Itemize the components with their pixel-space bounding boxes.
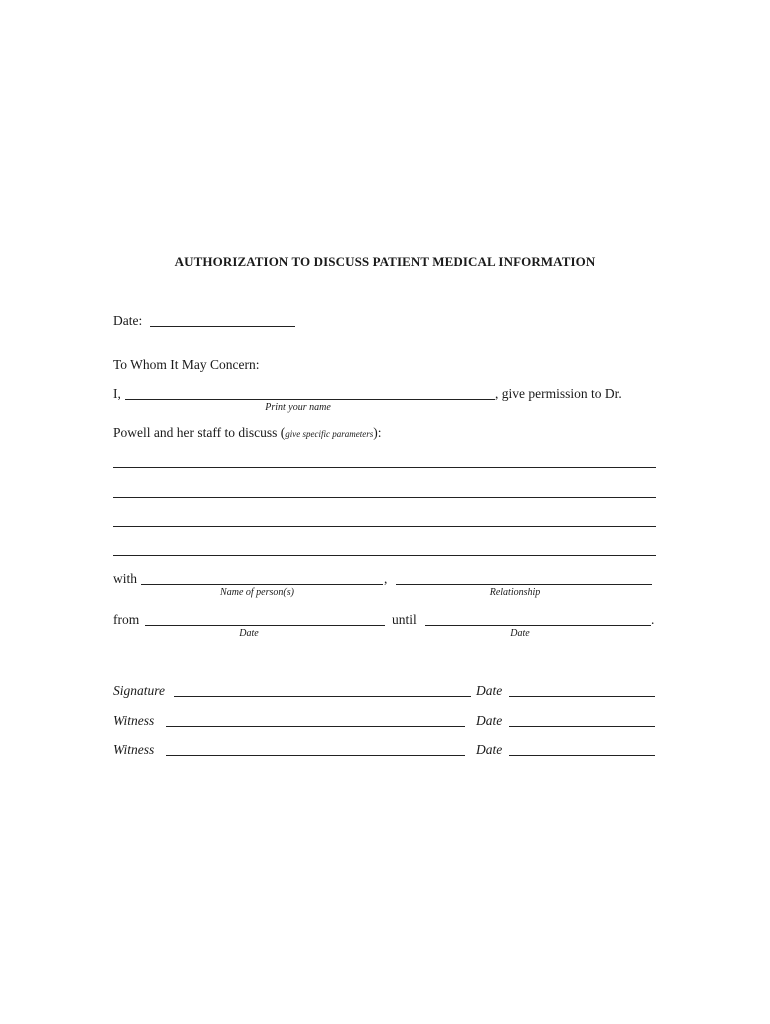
witness-2-date-label: Date (476, 742, 503, 757)
parameters-line-2[interactable] (113, 497, 656, 498)
i-label: I, (113, 386, 121, 401)
witness-1-label: Witness (113, 713, 155, 728)
relationship-caption: Relationship (489, 587, 541, 598)
until-period: . (651, 612, 655, 627)
powell-text-main: Powell and her staff to discuss ( (113, 425, 286, 440)
signature-date-field[interactable] (509, 696, 655, 697)
with-label: with (113, 571, 138, 586)
until-date-field[interactable] (425, 625, 651, 626)
date-field[interactable] (150, 326, 295, 327)
patient-name-field[interactable] (125, 399, 495, 400)
from-date-caption: Date (239, 628, 259, 639)
person-name-field[interactable] (141, 584, 383, 585)
until-label: until (392, 612, 417, 627)
signature-date-label: Date (476, 683, 503, 698)
from-date-field[interactable] (145, 625, 385, 626)
date-label: Date: (113, 313, 143, 328)
salutation: To Whom It May Concern: (113, 357, 260, 372)
print-name-caption: Print your name (265, 402, 331, 413)
witness-2-field[interactable] (166, 755, 465, 756)
permission-text: , give permission to Dr. (495, 386, 622, 401)
parameters-line-4[interactable] (113, 555, 656, 556)
until-date-caption: Date (510, 628, 530, 639)
witness-1-field[interactable] (166, 726, 465, 727)
parameters-line-3[interactable] (113, 526, 656, 527)
from-label: from (113, 612, 140, 627)
signature-field[interactable] (174, 696, 471, 697)
relationship-field[interactable] (396, 584, 652, 585)
parameters-hint: give specific parameters (285, 429, 374, 439)
with-comma: , (384, 571, 388, 586)
witness-2-label: Witness (113, 742, 155, 757)
witness-1-date-field[interactable] (509, 726, 655, 727)
powell-text (113, 425, 381, 441)
witness-2-date-field[interactable] (509, 755, 655, 756)
witness-1-date-label: Date (476, 713, 503, 728)
parameters-line-1[interactable] (113, 467, 656, 468)
name-caption: Name of person(s) (220, 587, 294, 598)
powell-close: ): (373, 425, 382, 440)
signature-label: Signature (113, 683, 165, 698)
form-title: AUTHORIZATION TO DISCUSS PATIENT MEDICAL INFORMATION (174, 254, 596, 269)
